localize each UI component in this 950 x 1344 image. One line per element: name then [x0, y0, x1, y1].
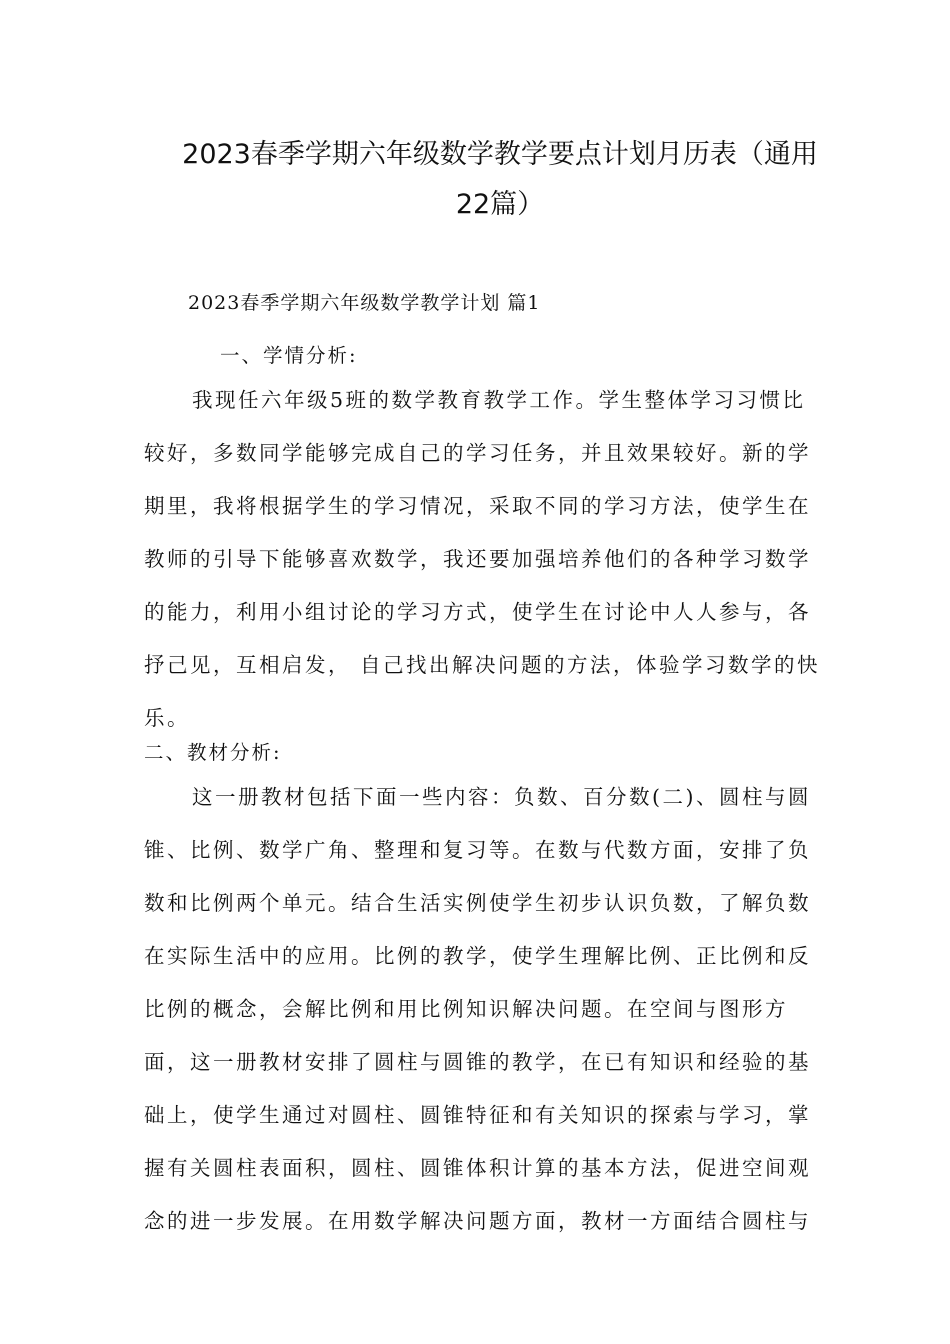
paragraph-line: 教师的引导下能够喜欢数学，我还要加强培养他们的各种学习数学: [144, 547, 811, 571]
section-heading-textbook-analysis: 二、教材分析:: [144, 741, 282, 764]
section-1-paragraph: [144, 374, 821, 745]
paragraph-line: 础上，使学生通过对圆柱、圆锥特征和有关知识的探索与学习，掌: [144, 1103, 811, 1127]
section-heading-learning-analysis: 一、学情分析:: [220, 344, 358, 367]
paragraph-line: 数和比例两个单元。结合生活实例使学生初步认识负数，了解负数: [144, 891, 811, 915]
paragraph-line: 在实际生活中的应用。比例的教学，使学生理解比例、正比例和反: [144, 944, 811, 968]
paragraph-line: 握有关圆柱表面积，圆柱、圆锥体积计算的基本方法，促进空间观: [144, 1156, 811, 1180]
paragraph-line: 我现任六年级5班的数学教育教学工作。学生整体学习习惯比: [192, 388, 806, 412]
document-title-line-1: 2023春季学期六年级数学教学要点计划月历表（通用: [182, 139, 818, 170]
paragraph-line: 抒己见，互相启发， 自己找出解决问题的方法，体验学习数学的快: [144, 653, 821, 677]
paragraph-line: 念的进一步发展。在用数学解决问题方面，教材一方面结合圆柱与: [144, 1209, 811, 1233]
paragraph-line: 这一册教材包括下面一些内容：负数、百分数(二)、圆柱与圆: [192, 785, 811, 809]
section-2-paragraph: [144, 771, 811, 1248]
paragraph-line: 期里，我将根据学生的学习情况，采取不同的学习方法，使学生在: [144, 494, 811, 518]
paragraph-line: 较好，多数同学能够完成自己的学习任务，并且效果较好。新的学: [144, 441, 811, 465]
paragraph-line: 乐。: [144, 706, 190, 730]
paragraph-line: 的能力，利用小组讨论的学习方式，使学生在讨论中人人参与，各: [144, 600, 811, 624]
paragraph-line: 锥、比例、数学广角、整理和复习等。在数与代数方面，安排了负: [144, 838, 811, 862]
paragraph-line: 面，这一册教材安排了圆柱与圆锥的教学，在已有知识和经验的基: [144, 1050, 811, 1074]
document-title-line-2: 22篇）: [455, 189, 545, 220]
plan-subtitle: 2023春季学期六年级数学教学计划 篇1: [188, 292, 541, 314]
paragraph-line: 比例的概念，会解比例和用比例知识解决问题。在空间与图形方: [144, 997, 788, 1021]
